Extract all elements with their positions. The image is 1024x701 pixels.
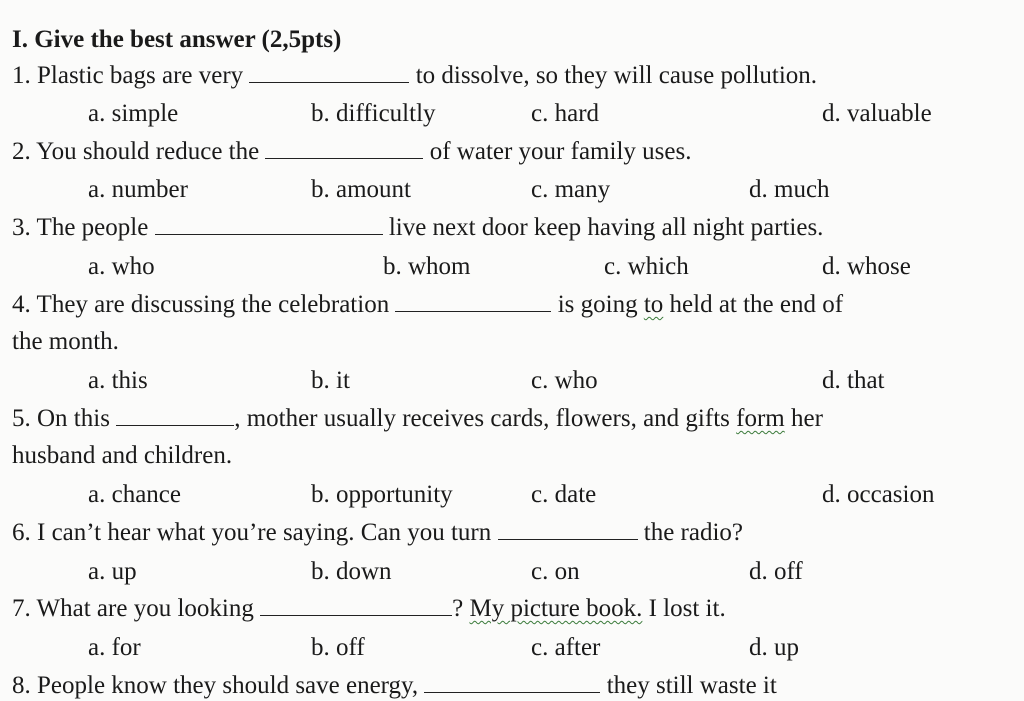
option-d: d. that bbox=[822, 367, 885, 394]
question-7 bbox=[12, 594, 726, 624]
question-6 bbox=[12, 518, 743, 548]
option-a: a. number bbox=[88, 176, 188, 203]
question-2 bbox=[12, 137, 691, 167]
answer-blank bbox=[116, 424, 234, 426]
option-c: c. after bbox=[531, 634, 601, 661]
answer-blank bbox=[424, 691, 600, 693]
option-b: b. opportunity bbox=[311, 481, 453, 508]
section-heading: I. Give the best answer (2,5pts) bbox=[12, 26, 342, 53]
question-text: 7. What are you looking bbox=[12, 595, 254, 622]
question-5-continued: husband and children. bbox=[12, 442, 233, 469]
option-c: c. which bbox=[604, 253, 689, 280]
question-text: is going bbox=[557, 291, 644, 318]
question-text: 8. People know they should save energy, bbox=[12, 672, 419, 699]
question-8 bbox=[12, 671, 777, 701]
option-b: b. off bbox=[311, 634, 365, 661]
marked-phrase: My picture book. bbox=[469, 595, 643, 622]
question-1 bbox=[12, 61, 817, 91]
option-c: c. on bbox=[531, 558, 580, 585]
question-4-continued: the month. bbox=[12, 328, 119, 355]
answer-blank bbox=[498, 538, 638, 540]
question-text: 6. I can’t hear what you’re saying. Can you turn bbox=[12, 519, 492, 546]
question-text: held at the end of bbox=[663, 291, 844, 318]
option-a: a. who bbox=[88, 253, 155, 280]
option-b: b. whom bbox=[383, 253, 471, 280]
question-4 bbox=[12, 290, 843, 320]
question-text: live next door keep having all night parties. bbox=[388, 214, 824, 241]
question-text: to dissolve, so they will cause pollution. bbox=[415, 62, 818, 89]
option-d: d. occasion bbox=[822, 481, 935, 508]
answer-blank bbox=[265, 157, 423, 159]
question-3 bbox=[12, 213, 823, 243]
option-b: b. amount bbox=[311, 176, 411, 203]
option-a: a. simple bbox=[88, 100, 179, 127]
question-5 bbox=[12, 404, 823, 434]
question-text: I lost it. bbox=[642, 595, 726, 622]
option-c: c. who bbox=[531, 367, 598, 394]
answer-blank bbox=[249, 81, 409, 83]
question-text: 5. On this bbox=[12, 405, 110, 432]
question-text: 2. You should reduce the bbox=[12, 138, 260, 165]
question-text: 3. The people bbox=[12, 214, 149, 241]
option-d: d. much bbox=[749, 176, 830, 203]
option-a: a. for bbox=[88, 634, 141, 661]
question-text: 4. They are discussing the celebration bbox=[12, 291, 390, 318]
option-b: b. down bbox=[311, 558, 392, 585]
answer-blank bbox=[260, 614, 452, 616]
option-c: c. hard bbox=[531, 100, 600, 127]
option-a: a. up bbox=[88, 558, 137, 585]
question-text: ? bbox=[452, 595, 470, 622]
option-d: d. up bbox=[749, 634, 799, 661]
option-b: b. it bbox=[311, 367, 350, 394]
question-text: of water your family uses. bbox=[429, 138, 692, 165]
option-a: a. this bbox=[88, 367, 148, 394]
question-text: 1. Plastic bags are very bbox=[12, 62, 244, 89]
question-text: her bbox=[784, 405, 823, 432]
option-c: c. date bbox=[531, 481, 597, 508]
option-d: d. valuable bbox=[822, 100, 932, 127]
question-text: , mother usually receives cards, flowers, and gifts bbox=[234, 405, 737, 432]
question-text: the radio? bbox=[643, 519, 744, 546]
option-c: c. many bbox=[531, 176, 611, 203]
marked-word: form bbox=[736, 405, 785, 432]
answer-blank bbox=[395, 310, 551, 312]
option-b: b. difficultly bbox=[311, 100, 436, 127]
option-d: d. off bbox=[749, 558, 803, 585]
option-a: a. chance bbox=[88, 481, 181, 508]
option-d: d. whose bbox=[822, 253, 911, 280]
answer-blank bbox=[155, 233, 383, 235]
marked-word: to bbox=[643, 291, 664, 318]
question-text: they still waste it bbox=[606, 672, 777, 699]
